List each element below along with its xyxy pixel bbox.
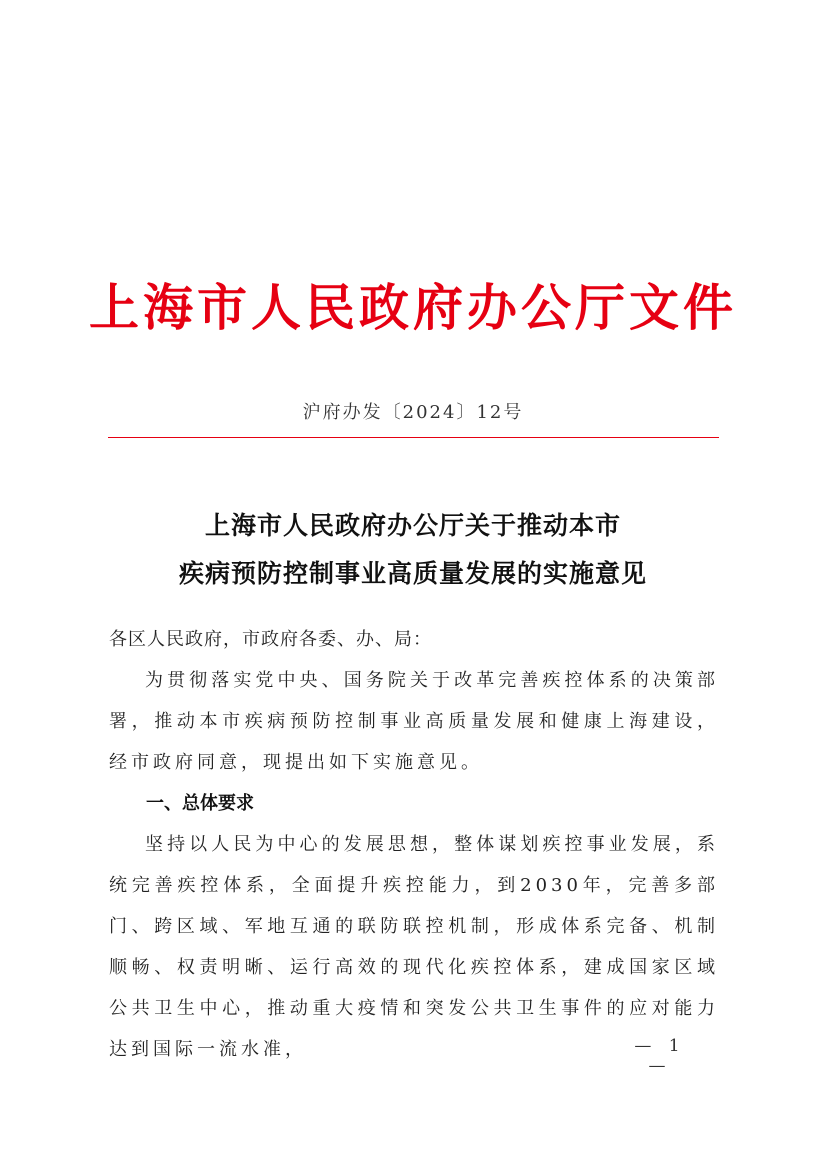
section-heading-1: 一、总体要求: [146, 793, 254, 814]
intro-paragraph: 为贯彻落实党中央、国务院关于改革完善疾控体系的决策部署，推动本市疾病预防控制事业高质量发展和健康上海建设，经市政府同意，现提出如下实施意见。: [109, 670, 719, 773]
title-line-2: 疾病预防控制事业高质量发展的实施意见: [178, 559, 647, 588]
document-number: 沪府办发〔2024〕12号: [302, 402, 524, 423]
document-title: [0, 502, 826, 598]
title-line-1: 上海市人民政府办公厅关于推动本市: [204, 511, 621, 540]
page-number: — 1 —: [634, 1036, 686, 1076]
section-1-paragraph: 坚持以人民为中心的发展思想，整体谋划疾控事业发展，系统完善疾控体系，全面提升疾控能力，到2030年，完善多部门、跨区域、军地互通的联防联控机制，形成体系完备、机制顺畅、权责明晰、运行高效的现代化疾控体系，建成国家区域公共卫生中心，推动重大疫情和突发公共卫生事件的应对能力达到国际一流水准，: [109, 834, 719, 1060]
salutation: 各区人民政府，市政府各委、办、局：: [109, 629, 432, 650]
red-divider-line: [108, 437, 719, 438]
document-masthead: 上海市人民政府办公厅文件: [89, 278, 737, 337]
